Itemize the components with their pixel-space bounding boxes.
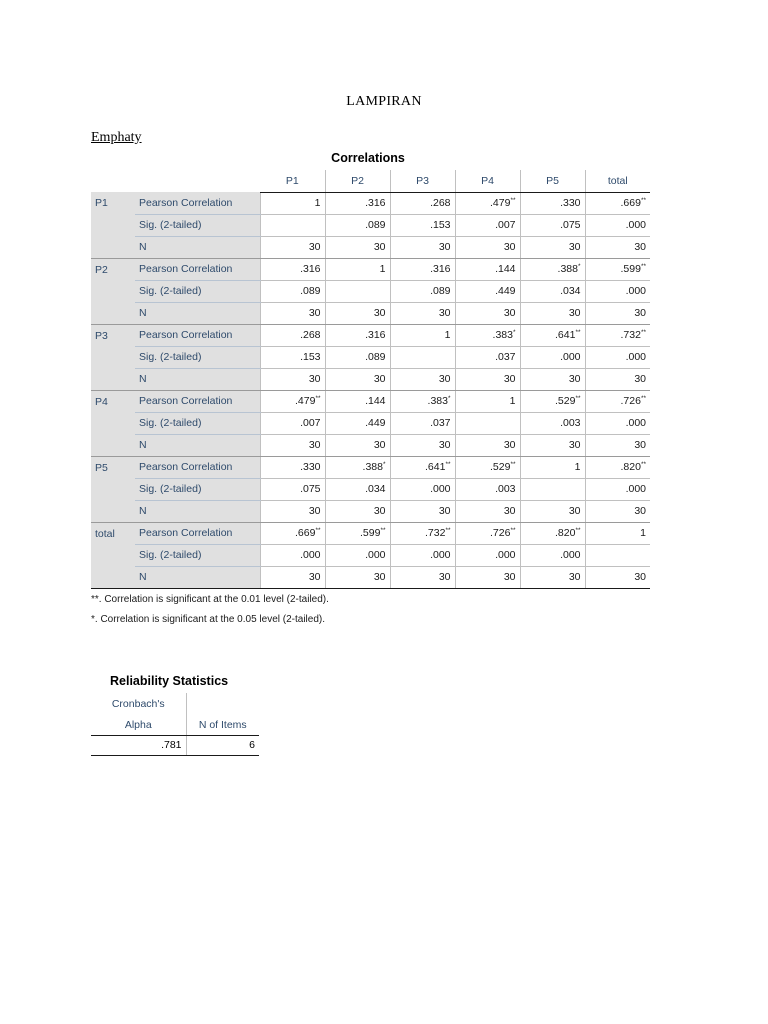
cell-total: .000 bbox=[585, 280, 650, 302]
correlation-value: .726 bbox=[620, 395, 641, 407]
cell-total bbox=[585, 192, 650, 214]
cell-p5: .075 bbox=[520, 214, 585, 236]
column-header-total: total bbox=[585, 170, 650, 192]
cell-p5 bbox=[520, 324, 585, 346]
cell-total bbox=[585, 522, 650, 544]
correlation-value: .316 bbox=[300, 263, 321, 275]
cell-p3: 30 bbox=[390, 500, 455, 522]
header-blank-stat bbox=[135, 170, 260, 192]
correlation-value: .641 bbox=[425, 461, 446, 473]
cell-total bbox=[585, 324, 650, 346]
row-p4-n bbox=[91, 434, 650, 456]
significance-marker: ** bbox=[575, 527, 581, 534]
variable-label: P2 bbox=[91, 258, 135, 324]
row-p1-pearson bbox=[91, 192, 650, 214]
row-p2-pearson bbox=[91, 258, 650, 280]
significance-marker: ** bbox=[640, 395, 646, 402]
cell-p5: .000 bbox=[520, 346, 585, 368]
significance-marker: ** bbox=[575, 329, 581, 336]
cell-p2 bbox=[325, 258, 390, 280]
significance-marker: ** bbox=[510, 197, 516, 204]
cell-p4 bbox=[455, 324, 520, 346]
cell-p5 bbox=[520, 522, 585, 544]
row-p5-sig bbox=[91, 478, 650, 500]
correlations-title: Correlations bbox=[331, 151, 405, 165]
cell-p3 bbox=[390, 258, 455, 280]
row-p2-n bbox=[91, 302, 650, 324]
cell-p5 bbox=[520, 258, 585, 280]
row-p4-sig bbox=[91, 412, 650, 434]
cell-p1: 30 bbox=[260, 302, 325, 324]
significance-marker: * bbox=[577, 263, 581, 270]
row-p3-n bbox=[91, 368, 650, 390]
cell-p1: 30 bbox=[260, 500, 325, 522]
reliability-value-row bbox=[91, 735, 259, 755]
cell-p3: .153 bbox=[390, 214, 455, 236]
cell-p3: .000 bbox=[390, 544, 455, 566]
significance-marker: ** bbox=[445, 527, 451, 534]
correlation-value: .732 bbox=[620, 329, 641, 341]
cell-p4: 30 bbox=[455, 302, 520, 324]
cell-total: 30 bbox=[585, 302, 650, 324]
significance-marker: ** bbox=[380, 527, 386, 534]
cell-p4: .000 bbox=[455, 544, 520, 566]
cell-p1: .075 bbox=[260, 478, 325, 500]
stat-label: Pearson Correlation bbox=[135, 192, 260, 214]
significance-marker: * bbox=[447, 395, 451, 402]
cell-p3 bbox=[390, 390, 455, 412]
stat-label: Sig. (2-tailed) bbox=[135, 544, 260, 566]
correlation-value: .529 bbox=[555, 395, 576, 407]
correlation-value: .330 bbox=[300, 461, 321, 473]
significance-marker: ** bbox=[315, 527, 321, 534]
stat-label: Sig. (2-tailed) bbox=[135, 280, 260, 302]
cell-total: 30 bbox=[585, 236, 650, 258]
reliability-table bbox=[91, 693, 259, 756]
cell-p2 bbox=[325, 280, 390, 302]
cell-p1 bbox=[260, 214, 325, 236]
cell-p2: .000 bbox=[325, 544, 390, 566]
cell-p1: 30 bbox=[260, 434, 325, 456]
column-header-p1: P1 bbox=[260, 170, 325, 192]
cell-p3: .000 bbox=[390, 478, 455, 500]
stat-label: N bbox=[135, 236, 260, 258]
cell-p2 bbox=[325, 192, 390, 214]
correlation-value: .388 bbox=[362, 461, 383, 473]
cell-p4: .003 bbox=[455, 478, 520, 500]
correlation-value: .144 bbox=[365, 395, 386, 407]
correlation-value: .479 bbox=[295, 395, 316, 407]
cell-p2: 30 bbox=[325, 500, 390, 522]
cell-p4 bbox=[455, 390, 520, 412]
cell-p3: 30 bbox=[390, 368, 455, 390]
cell-p4: 30 bbox=[455, 566, 520, 588]
stat-label: Sig. (2-tailed) bbox=[135, 478, 260, 500]
correlation-value: .732 bbox=[425, 527, 446, 539]
reliability-title: Reliability Statistics bbox=[110, 674, 229, 688]
cell-p4: .007 bbox=[455, 214, 520, 236]
variable-label: total bbox=[91, 522, 135, 588]
stat-label: Pearson Correlation bbox=[135, 324, 260, 346]
row-p4-pearson bbox=[91, 390, 650, 412]
cell-p5: 30 bbox=[520, 368, 585, 390]
row-p3-sig bbox=[91, 346, 650, 368]
correlations-table bbox=[91, 170, 650, 589]
cell-p4 bbox=[455, 192, 520, 214]
cell-p1: 30 bbox=[260, 368, 325, 390]
significance-marker: * bbox=[512, 329, 516, 336]
correlation-value: .268 bbox=[430, 197, 451, 209]
row-total-pearson bbox=[91, 522, 650, 544]
correlation-value: .529 bbox=[490, 461, 511, 473]
correlation-value: 1 bbox=[314, 197, 321, 209]
cell-p3 bbox=[390, 456, 455, 478]
reliability-header-row-2 bbox=[91, 715, 259, 735]
cell-p5: 30 bbox=[520, 566, 585, 588]
footnote-0.01: **. Correlation is significant at the 0.01 level (2-tailed). bbox=[91, 594, 329, 605]
n-items-header-blank bbox=[186, 693, 259, 715]
cell-p1: .000 bbox=[260, 544, 325, 566]
cell-p1: 30 bbox=[260, 566, 325, 588]
significance-marker: ** bbox=[640, 461, 646, 468]
significance-marker: * bbox=[382, 461, 386, 468]
correlation-value: 1 bbox=[379, 263, 386, 275]
correlation-value: .388 bbox=[557, 263, 578, 275]
correlations-body bbox=[91, 192, 650, 588]
cell-p2: .089 bbox=[325, 346, 390, 368]
reliability-header-row-1 bbox=[91, 693, 259, 715]
stat-label: N bbox=[135, 368, 260, 390]
cronbach-header-line2: Alpha bbox=[91, 715, 186, 735]
cell-p2: 30 bbox=[325, 236, 390, 258]
correlation-value: .669 bbox=[295, 527, 316, 539]
cell-p1: 30 bbox=[260, 236, 325, 258]
row-p5-n bbox=[91, 500, 650, 522]
cell-p1 bbox=[260, 192, 325, 214]
correlation-value: 1 bbox=[574, 461, 581, 473]
cell-p2 bbox=[325, 456, 390, 478]
significance-marker: ** bbox=[640, 329, 646, 336]
correlation-value: .641 bbox=[555, 329, 576, 341]
cell-p3: .037 bbox=[390, 412, 455, 434]
cell-p2 bbox=[325, 324, 390, 346]
cell-p2: 30 bbox=[325, 566, 390, 588]
correlation-value: .820 bbox=[555, 527, 576, 539]
cell-p2: .034 bbox=[325, 478, 390, 500]
cell-p5 bbox=[520, 390, 585, 412]
cell-p2 bbox=[325, 390, 390, 412]
variable-label: P5 bbox=[91, 456, 135, 522]
cell-p5: 30 bbox=[520, 236, 585, 258]
row-p2-sig bbox=[91, 280, 650, 302]
correlation-value: .726 bbox=[490, 527, 511, 539]
correlation-value: .316 bbox=[365, 197, 386, 209]
cell-p3: 30 bbox=[390, 434, 455, 456]
cell-total: 30 bbox=[585, 368, 650, 390]
significance-marker: ** bbox=[640, 197, 646, 204]
cell-total: .000 bbox=[585, 214, 650, 236]
stat-label: N bbox=[135, 302, 260, 324]
cell-p2: .449 bbox=[325, 412, 390, 434]
cell-p5: .003 bbox=[520, 412, 585, 434]
stat-label: Pearson Correlation bbox=[135, 390, 260, 412]
header-blank-var bbox=[91, 170, 135, 192]
variable-label: P1 bbox=[91, 192, 135, 258]
cell-p4 bbox=[455, 456, 520, 478]
cell-p5 bbox=[520, 456, 585, 478]
cell-total: 30 bbox=[585, 500, 650, 522]
cell-p1: .089 bbox=[260, 280, 325, 302]
cell-p1: .007 bbox=[260, 412, 325, 434]
significance-marker: ** bbox=[575, 395, 581, 402]
cell-p3 bbox=[390, 192, 455, 214]
cell-p4: 30 bbox=[455, 236, 520, 258]
cell-total bbox=[585, 390, 650, 412]
correlation-value: 1 bbox=[444, 329, 451, 341]
cell-p5: 30 bbox=[520, 302, 585, 324]
cell-p3: 30 bbox=[390, 566, 455, 588]
cell-p2: 30 bbox=[325, 368, 390, 390]
cell-p4: 30 bbox=[455, 500, 520, 522]
cell-p2: 30 bbox=[325, 302, 390, 324]
correlation-value: .599 bbox=[620, 263, 641, 275]
cell-p1: .153 bbox=[260, 346, 325, 368]
cell-p3 bbox=[390, 522, 455, 544]
correlation-value: .820 bbox=[620, 461, 641, 473]
cell-p5: 30 bbox=[520, 434, 585, 456]
correlation-value: .479 bbox=[490, 197, 511, 209]
stat-label: Pearson Correlation bbox=[135, 522, 260, 544]
significance-marker: ** bbox=[640, 263, 646, 270]
significance-marker: ** bbox=[510, 527, 516, 534]
cell-p3 bbox=[390, 346, 455, 368]
footnote-0.05: *. Correlation is significant at the 0.05 level (2-tailed). bbox=[91, 614, 326, 625]
cronbach-alpha-value: .781 bbox=[91, 735, 186, 755]
cell-p3 bbox=[390, 324, 455, 346]
cell-p2: .089 bbox=[325, 214, 390, 236]
cell-p1 bbox=[260, 390, 325, 412]
cell-p4: .037 bbox=[455, 346, 520, 368]
cell-p4: 30 bbox=[455, 434, 520, 456]
cell-p5 bbox=[520, 478, 585, 500]
variable-label: P4 bbox=[91, 390, 135, 456]
cell-p4: .449 bbox=[455, 280, 520, 302]
correlation-value: .383 bbox=[427, 395, 448, 407]
row-p1-n bbox=[91, 236, 650, 258]
n-items-value: 6 bbox=[186, 735, 259, 755]
column-header-p2: P2 bbox=[325, 170, 390, 192]
column-header-p5: P5 bbox=[520, 170, 585, 192]
variable-label: P3 bbox=[91, 324, 135, 390]
cell-p4 bbox=[455, 522, 520, 544]
cell-p1 bbox=[260, 324, 325, 346]
row-total-n bbox=[91, 566, 650, 588]
row-total-sig bbox=[91, 544, 650, 566]
stat-label: N bbox=[135, 434, 260, 456]
cell-p4 bbox=[455, 412, 520, 434]
cell-total bbox=[585, 456, 650, 478]
cell-p3: 30 bbox=[390, 236, 455, 258]
cell-p4 bbox=[455, 258, 520, 280]
column-header-p3: P3 bbox=[390, 170, 455, 192]
cell-p1 bbox=[260, 522, 325, 544]
correlation-value: .316 bbox=[430, 263, 451, 275]
significance-marker: ** bbox=[445, 461, 451, 468]
cell-total: .000 bbox=[585, 346, 650, 368]
stat-label: Sig. (2-tailed) bbox=[135, 412, 260, 434]
cell-p3: .089 bbox=[390, 280, 455, 302]
stat-label: N bbox=[135, 500, 260, 522]
stat-label: Sig. (2-tailed) bbox=[135, 346, 260, 368]
correlation-value: 1 bbox=[640, 527, 646, 539]
row-p5-pearson bbox=[91, 456, 650, 478]
correlation-value: .383 bbox=[492, 329, 513, 341]
cell-p3: 30 bbox=[390, 302, 455, 324]
correlation-value: .330 bbox=[560, 197, 581, 209]
cell-total: 30 bbox=[585, 434, 650, 456]
significance-marker: ** bbox=[510, 461, 516, 468]
n-items-header: N of Items bbox=[186, 715, 259, 735]
cell-total: .000 bbox=[585, 478, 650, 500]
cell-p5: .000 bbox=[520, 544, 585, 566]
correlation-value: .144 bbox=[495, 263, 516, 275]
cell-p4: 30 bbox=[455, 368, 520, 390]
stat-label: N bbox=[135, 566, 260, 588]
cell-p5: .034 bbox=[520, 280, 585, 302]
stat-label: Sig. (2-tailed) bbox=[135, 214, 260, 236]
stat-label: Pearson Correlation bbox=[135, 258, 260, 280]
correlation-value: .669 bbox=[620, 197, 641, 209]
correlation-value: .268 bbox=[300, 329, 321, 341]
cronbach-header-line1: Cronbach's bbox=[111, 698, 165, 710]
cell-p5 bbox=[520, 192, 585, 214]
cell-p1 bbox=[260, 456, 325, 478]
section-subheading: Emphaty bbox=[91, 130, 142, 145]
cell-p2 bbox=[325, 522, 390, 544]
cell-total: .000 bbox=[585, 412, 650, 434]
cell-total bbox=[585, 544, 650, 566]
cell-total bbox=[585, 258, 650, 280]
correlation-value: 1 bbox=[509, 395, 516, 407]
row-p1-sig bbox=[91, 214, 650, 236]
correlations-header-row bbox=[91, 170, 650, 192]
row-p3-pearson bbox=[91, 324, 650, 346]
cell-total: 30 bbox=[585, 566, 650, 588]
column-header-p4: P4 bbox=[455, 170, 520, 192]
stat-label: Pearson Correlation bbox=[135, 456, 260, 478]
correlation-value: .316 bbox=[365, 329, 386, 341]
cell-p2: 30 bbox=[325, 434, 390, 456]
page-heading: LAMPIRAN bbox=[346, 94, 422, 109]
cell-p5: 30 bbox=[520, 500, 585, 522]
correlation-value: .599 bbox=[360, 527, 381, 539]
cell-p1 bbox=[260, 258, 325, 280]
significance-marker: ** bbox=[315, 395, 321, 402]
